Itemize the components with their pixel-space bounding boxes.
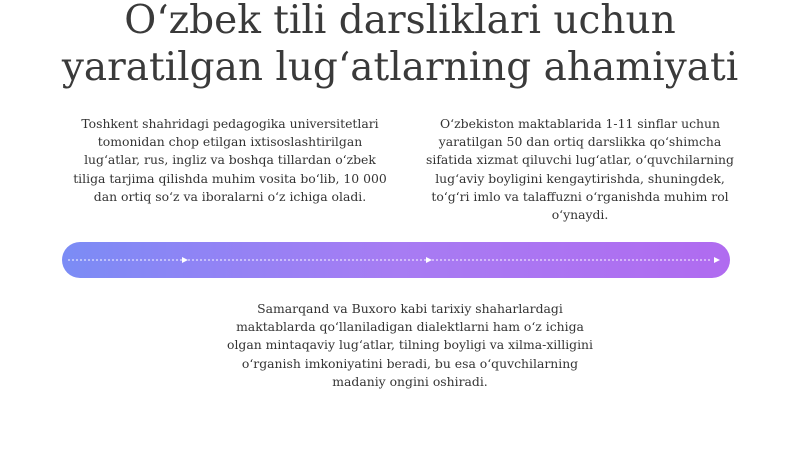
title-line-1: O‘zbek tili darsliklari uchun [124,0,676,43]
slide-title [0,0,800,91]
paragraph-bottom: Samarqand va Buxoro kabi tarixiy shaharlardagi maktablarda qo‘llaniladigan dialektlarni ham o‘z ichiga olgan mintaqaviy lug‘atlar, tilning boyligi va xilma-xilligini o‘rganish imkoniyatini beradi, bu esa o‘quvchilarning madaniy ongini oshiradi. [227,301,593,389]
paragraph-right: O‘zbekiston maktablarida 1-11 sinflar uchun yaratilgan 50 dan ortiq darslikka qo‘shimcha sifatida xizmat qiluvchi lug‘atlar, o‘quvchilarning lug‘aviy boyligini kengaytirishda, shuningdek, to‘g‘ri imlo va talaffuzni o‘rganishda muhim rol o‘ynaydi. [426,116,734,223]
paragraph-left: Toshkent shahridagi pedagogika universitetlari tomonidan chop etilgan ixtisoslashtirilgan lug‘atlar, rus, ingliz va boshqa tillardan o‘zbek tiliga tarjima qilishda muhim vosita bo‘lib, 10 000 dan ortiq so‘z va iboralarni o‘z ichiga oladi. [73,116,387,204]
timeline-bar [62,242,730,278]
title-line-2: yaratilgan lug‘atlarning ahamiyati [61,45,739,90]
